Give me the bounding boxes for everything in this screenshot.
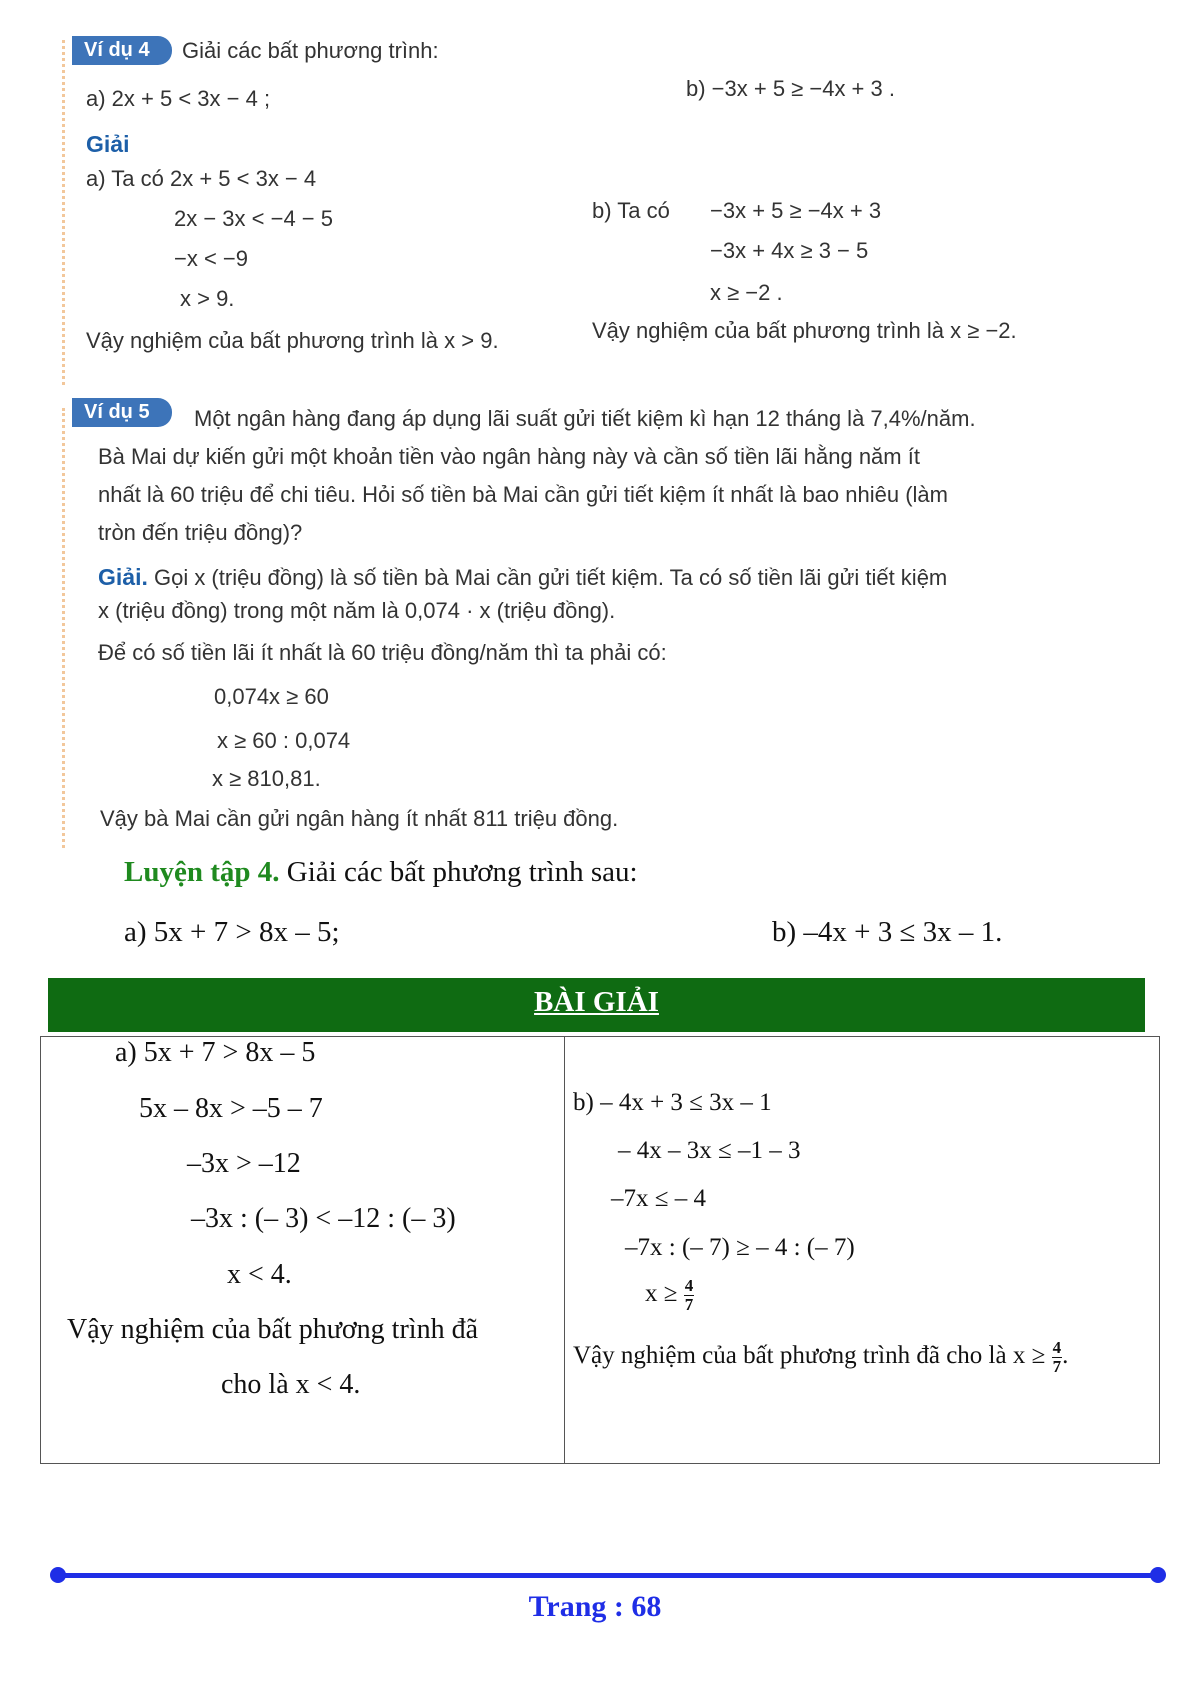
- example-5-solution-label: Giải.: [98, 564, 148, 590]
- example-4-b-line-1: −3x + 5 ≥ −4x + 3: [710, 198, 882, 223]
- solution-b-line-2: – 4x – 3x ≤ –1 – 3: [618, 1137, 801, 1164]
- example-4-b-line-2: −3x + 4x ≥ 3 − 5: [710, 238, 869, 263]
- example-4-b-line-3: x ≥ −2 .: [710, 280, 783, 305]
- footer-line: [58, 1573, 1158, 1578]
- example-4-a-line-3: −x < −9: [174, 246, 249, 271]
- solution-b-line-1: b) – 4x + 3 ≤ 3x – 1: [573, 1089, 772, 1116]
- example-border: [62, 408, 65, 848]
- solution-a-line-4: –3x : (– 3) < –12 : (– 3): [191, 1203, 456, 1234]
- example-5-math-line-1: 0,074x ≥ 60: [214, 684, 329, 709]
- example-4-solution-label: Giải: [86, 131, 130, 157]
- example-4-a-conclusion: Vậy nghiệm của bất phương trình là x > 9.: [86, 328, 499, 353]
- example-4-problem-a: a) 2x + 5 < 3x − 4 ;: [86, 86, 271, 111]
- conclusion-period: .: [1062, 1342, 1069, 1370]
- solution-table: [40, 1036, 1160, 1464]
- solution-b-line-4: –7x : (– 7) ≥ – 4 : (– 7): [625, 1234, 855, 1261]
- example-5-solution-line-2: x (triệu đồng) trong một năm là 0,074 · x (triệu đồng).: [98, 598, 616, 623]
- practice-problem-b: b) –4x + 3 ≤ 3x – 1.: [772, 916, 1003, 948]
- example-border: [62, 40, 65, 385]
- example-5-solution-line-1: [98, 564, 947, 591]
- practice-problem-a: a) 5x + 7 > 8x – 5;: [124, 916, 340, 948]
- page-number: Trang : 68: [528, 1590, 662, 1623]
- solution-b-conclusion: [573, 1339, 1068, 1376]
- fraction-numerator: 4: [684, 1276, 694, 1295]
- solution-a-line-3: –3x > –12: [187, 1148, 301, 1179]
- example-5-problem-line-3: nhất là 60 triệu để chi tiêu. Hỏi số tiền bà Mai cần gửi tiết kiệm ít nhất là bao nhiêu (làm: [98, 482, 948, 507]
- example-4-b-label: b) Ta có: [592, 198, 670, 223]
- table-divider: [564, 1037, 565, 1463]
- solution-a-line-5: x < 4.: [227, 1259, 292, 1290]
- example-5-problem-line-2: Bà Mai dự kiến gửi một khoản tiền vào ngân hàng này và cần số tiền lãi hằng năm ít: [98, 444, 920, 469]
- example-4-b-conclusion: Vậy nghiệm của bất phương trình là x ≥ −2.: [592, 318, 1017, 343]
- solution-b-line-5: [645, 1277, 694, 1314]
- conclusion-fraction-denominator: 7: [1052, 1357, 1062, 1376]
- conclusion-fraction: [1052, 1339, 1063, 1376]
- example-4-badge: Ví dụ 4: [72, 36, 172, 65]
- example-5-math-line-3: x ≥ 810,81.: [212, 766, 321, 791]
- solution-header-text: BÀI GIẢI: [534, 986, 659, 1018]
- solution-a-line-2: 5x – 8x > –5 – 7: [139, 1093, 323, 1124]
- practice-title-line: [124, 856, 638, 889]
- example-4-problem-b: b) −3x + 5 ≥ −4x + 3 .: [686, 76, 895, 101]
- fraction: [684, 1277, 695, 1314]
- solution-b-conclusion-text: Vậy nghiệm của bất phương trình đã cho là x ≥: [573, 1342, 1046, 1370]
- solution-b-line-3: –7x ≤ – 4: [611, 1185, 706, 1212]
- example-5-block: [62, 398, 1162, 848]
- solution-b-line-5-text: x ≥: [645, 1280, 678, 1308]
- solution-a-conclusion-2: cho là x < 4.: [221, 1369, 361, 1400]
- fraction-denominator: 7: [684, 1295, 694, 1314]
- footer-dot-right: [1150, 1567, 1166, 1583]
- footer-dot-left: [50, 1567, 66, 1583]
- solution-header: [48, 978, 1145, 1032]
- example-5-conclusion: Vậy bà Mai cần gửi ngân hàng ít nhất 811 triệu đồng.: [100, 806, 619, 831]
- example-4-a-line-4: x > 9.: [180, 286, 235, 311]
- example-5-badge: Ví dụ 5: [72, 398, 172, 427]
- example-5-problem-line-4: tròn đến triệu đồng)?: [98, 520, 303, 545]
- example-4-title: Giải các bất phương trình:: [182, 38, 439, 63]
- example-5-solution-line-3: Để có số tiền lãi ít nhất là 60 triệu đồng/năm thì ta phải có:: [98, 640, 667, 665]
- practice-instruction: Giải các bất phương trình sau:: [279, 856, 638, 888]
- example-5-solution-text-1: Gọi x (triệu đồng) là số tiền bà Mai cần gửi tiết kiệm. Ta có số tiền lãi gửi tiết kiệm: [147, 565, 948, 590]
- example-4-block: [62, 30, 1162, 385]
- example-4-a-line-2: 2x − 3x < −4 − 5: [174, 206, 334, 231]
- example-5-math-line-2: x ≥ 60 : 0,074: [217, 728, 351, 753]
- example-4-a-line-1: a) Ta có 2x + 5 < 3x − 4: [86, 166, 317, 191]
- example-5-problem-line-1: Một ngân hàng đang áp dụng lãi suất gửi tiết kiệm kì hạn 12 tháng là 7,4%/năm.: [194, 406, 976, 431]
- solution-a-line-1: a) 5x + 7 > 8x – 5: [115, 1037, 316, 1068]
- solution-a-conclusion-1: Vậy nghiệm của bất phương trình đã: [67, 1314, 478, 1345]
- conclusion-fraction-numerator: 4: [1052, 1338, 1062, 1357]
- practice-title: Luyện tập 4.: [124, 856, 280, 888]
